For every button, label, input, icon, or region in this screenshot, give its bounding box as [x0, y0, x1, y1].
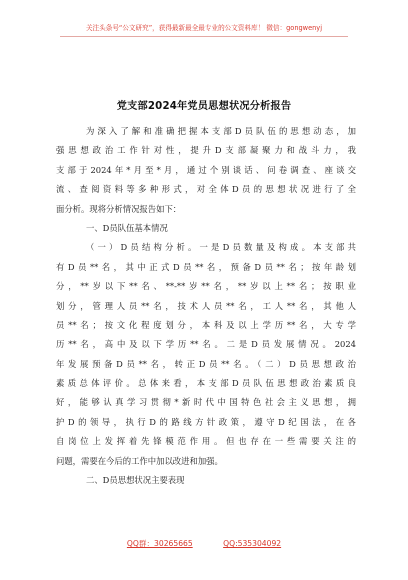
body-line: 护D的领导，执行D的路线方针政策，遵守D纪国法，在各	[56, 416, 356, 427]
body-line: 划分，管理人员**名，技术人员**名，工人**名，其他人	[56, 300, 356, 311]
body-line: 员**名；按文化程度划分，本科及以上学历**名，大专学	[56, 319, 356, 330]
document-title: 党支部2024年党员思想状况分析报告	[116, 101, 292, 112]
body-line: 分，**岁以下**名、**-**岁**名，**岁以上**名；按职业	[56, 281, 356, 292]
body-line: 自岗位上发挥着先锋模范作用。但也存在一些需要关注的	[56, 436, 356, 447]
body-line: 好，能够认真学习贯彻*新时代中国特色社会主义思想，拥	[56, 397, 356, 408]
footer-qq-group[interactable]: QQ群：30265665	[126, 539, 193, 548]
body-line: 年发展预备D员**名，转正D员**名。（二）D员思想政治	[56, 358, 356, 369]
header-divider	[60, 36, 348, 37]
section-heading: 一、D员队伍基本情况	[86, 222, 168, 233]
body-line: （一）D员结构分析。一是D员数量及构成。本支部共	[86, 242, 356, 253]
body-line: 素质总体评价。总体来看，本支部D员队伍思想政治素质良	[56, 378, 356, 389]
body-line: 支部于2024年*月至*月，通过个别谈话、问卷调查、座谈交	[56, 164, 356, 175]
footer-qq-number[interactable]: QQ:535304092	[223, 539, 282, 548]
body-line: 流、查阅资料等多种形式，对全体D员的思想状况进行了全	[56, 184, 356, 195]
body-line: 问题，需要在今后的工作中加以改进和加强。	[56, 455, 223, 466]
document-body	[56, 122, 356, 490]
body-line: 强思想政治工作针对性，提升D支部凝聚力和战斗力，我	[56, 145, 356, 156]
body-line: 历**名，高中及以下学历**名。二是D员发展情况。2024	[56, 339, 356, 350]
footer-contact	[0, 538, 408, 549]
body-line: 有D员**名，其中正式D员**名，预备D员**名；按年龄划	[56, 261, 356, 272]
header-banner: 关注头条号“公文研究”，获得最新最全最专业的公文资料库！ 微信：gongwenyj	[85, 24, 323, 32]
body-line: 为深入了解和准确把握本支部D员队伍的思想动态，加	[86, 126, 356, 136]
body-line: 面分析。现将分析情况报告如下：	[56, 203, 182, 214]
section-heading: 二、D员思想状况主要表现	[86, 475, 185, 486]
